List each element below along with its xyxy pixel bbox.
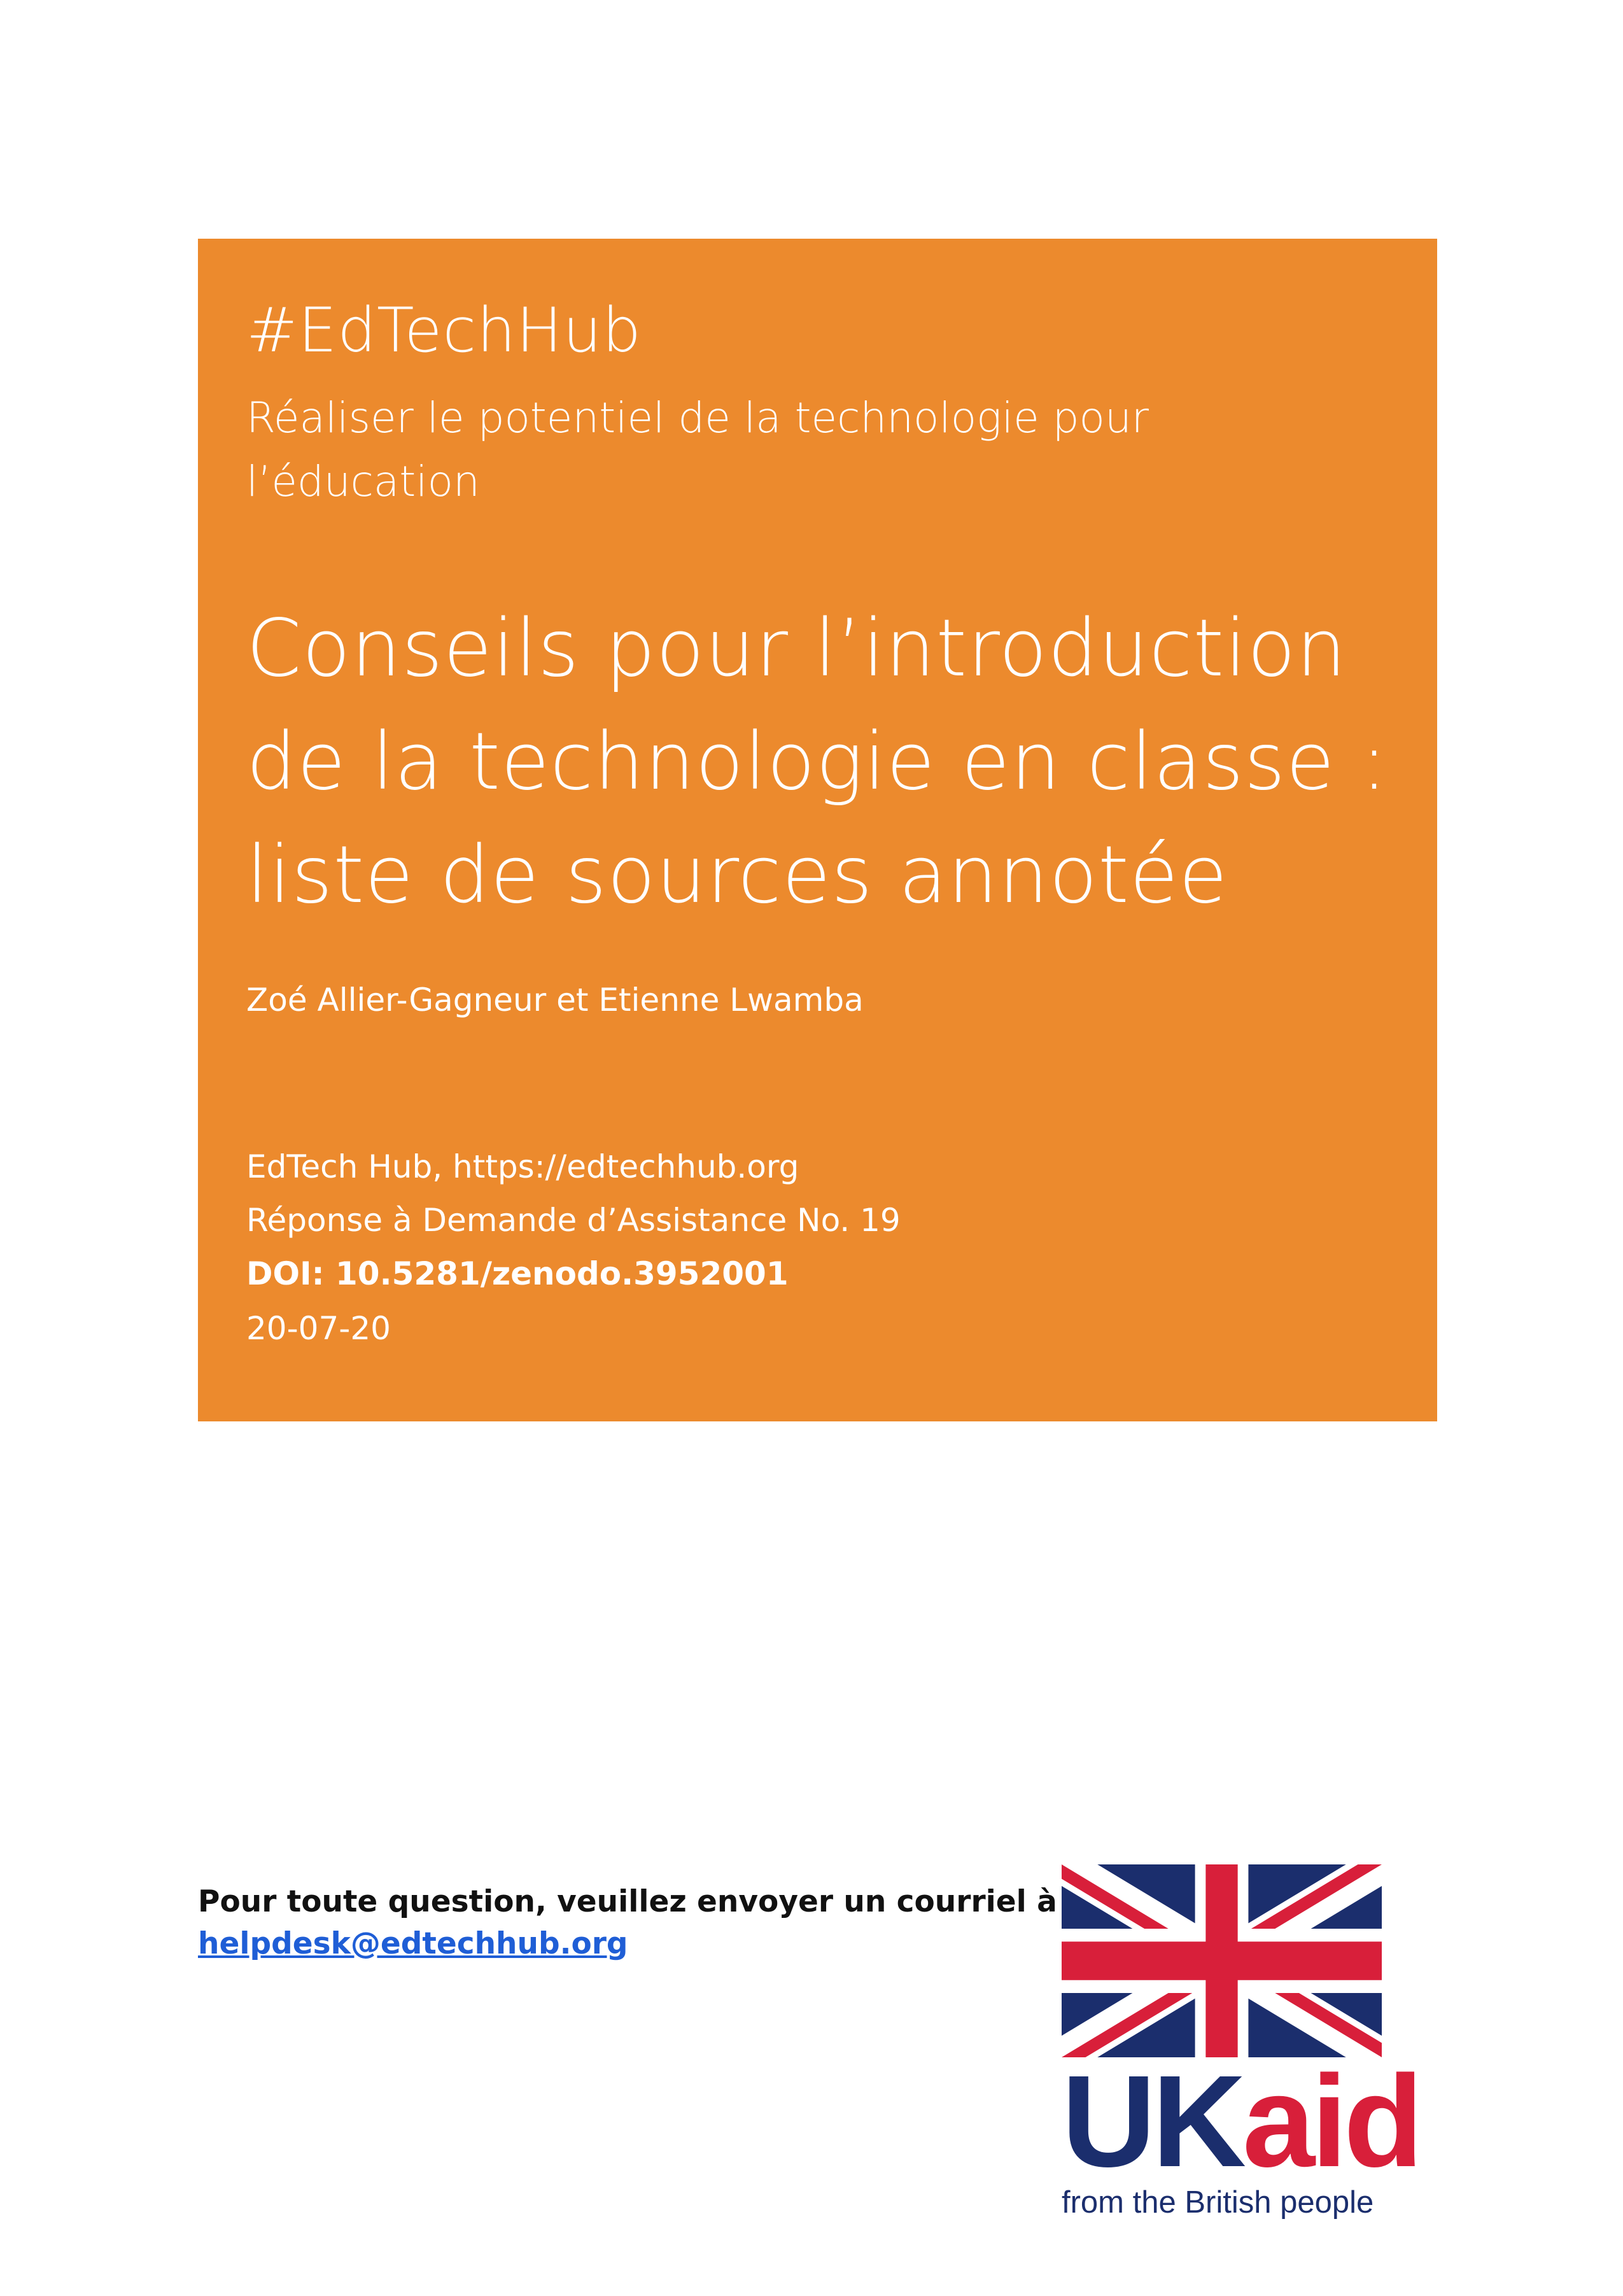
helpdesk-email-link[interactable]: helpdesk@edtechhub.org — [198, 1926, 628, 1961]
contact-block — [198, 1881, 1057, 1965]
document-title: Conseils pour l’introduction de la technologie en classe : liste de sources annotée — [246, 603, 1388, 921]
publication-date: 20-07-20 — [246, 1310, 391, 1347]
contact-text: Pour toute question, veuillez envoyer un courriel à — [198, 1884, 1057, 1919]
authors: Zoé Allier-Gagneur et Etienne Lwamba — [246, 982, 864, 1018]
ukaid-wordmark — [1062, 2048, 1420, 2194]
ukaid-uk: UK — [1062, 2048, 1243, 2194]
brand-heading: #EdTechHub — [246, 295, 642, 366]
union-jack-flag-icon — [1062, 1864, 1382, 2057]
ukaid-aid: aid — [1242, 2048, 1420, 2194]
ukaid-subtitle: from the British people — [1062, 2185, 1374, 2220]
doi: DOI: 10.5281/zenodo.3952001 — [246, 1255, 789, 1292]
report-number: Réponse à Demande d’Assistance No. 19 — [246, 1202, 901, 1239]
ukaid-logo — [1062, 1864, 1420, 2220]
publisher-line: EdTech Hub, https://edtechhub.org — [246, 1148, 799, 1185]
tagline: Réaliser le potentiel de la technologie pour l’éducation — [246, 393, 1149, 506]
cover-panel — [198, 239, 1437, 1421]
